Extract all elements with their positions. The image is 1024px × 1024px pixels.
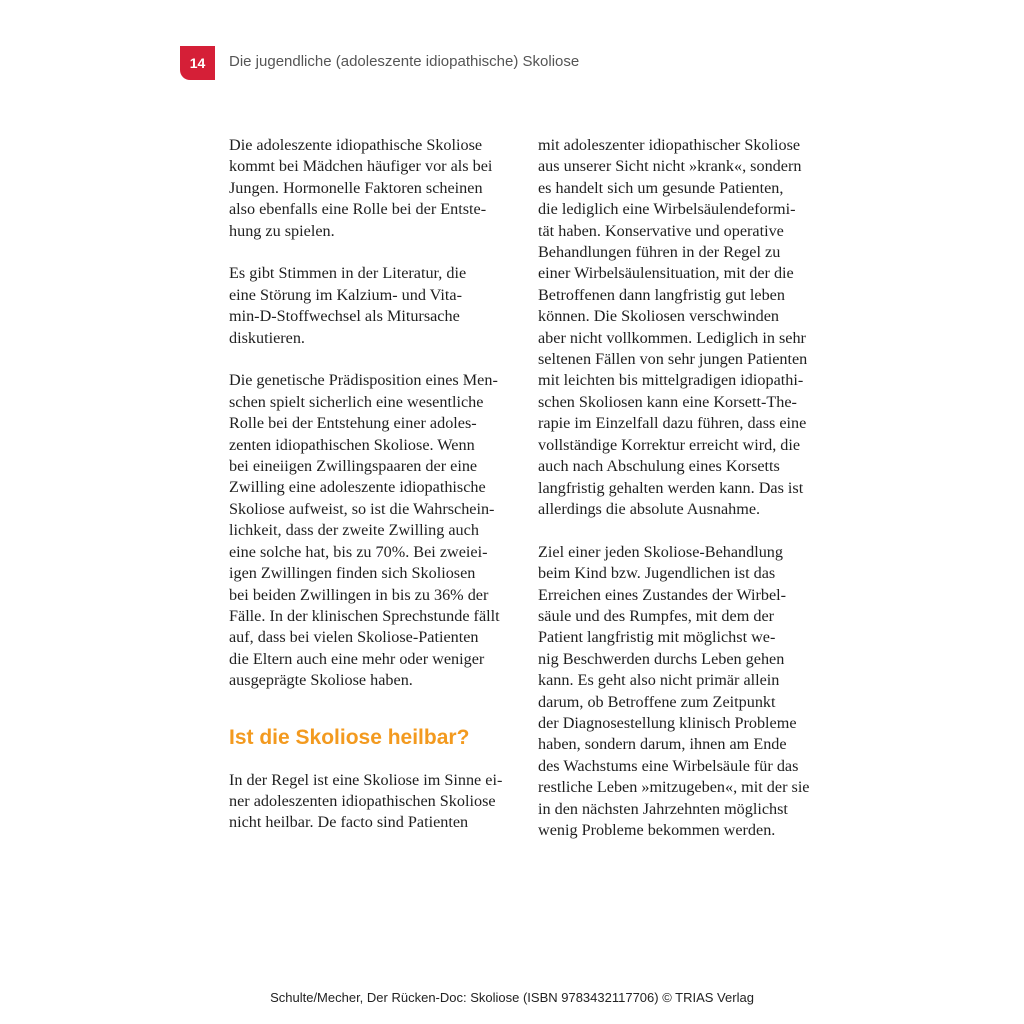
- text-line: rapie im Einzelfall dazu führen, dass eine: [538, 414, 807, 433]
- text-line: die lediglich eine Wirbelsäulendeformi-: [538, 200, 796, 219]
- text-line: in den nächsten Jahrzehnten möglichst: [538, 799, 788, 818]
- text-line: kommt bei Mädchen häufiger vor als bei: [229, 157, 493, 176]
- text-line: hung zu spielen.: [229, 221, 335, 240]
- text-line: der Diagnosestellung klinisch Probleme: [538, 713, 797, 732]
- text-line: können. Die Skoliosen verschwinden: [538, 307, 779, 326]
- text-line: Die adoleszente idiopathische Skoliose: [229, 136, 483, 154]
- right-column: [538, 135, 838, 863]
- text-line: tät haben. Konservative und operative: [538, 221, 784, 240]
- text-line: mit adoleszenter idiopathischer Skoliose: [538, 136, 801, 154]
- section-heading: Ist die Skoliose heilbar?: [229, 725, 470, 749]
- text-line: igen Zwillingen finden sich Skoliosen: [229, 564, 476, 583]
- text-line: langfristig gehalten werden kann. Das ist: [538, 478, 804, 497]
- text-line: Betroffenen dann langfristig gut leben: [538, 285, 785, 304]
- text-line: Zwilling eine adoleszente idiopathische: [229, 478, 486, 497]
- text-line: nicht heilbar. De facto sind Patienten: [229, 813, 469, 832]
- text-line: wenig Probleme bekommen werden.: [538, 820, 776, 839]
- text-line: aber nicht vollkommen. Lediglich in sehr: [538, 328, 806, 347]
- text-line: Die genetische Prädisposition eines Men-: [229, 371, 498, 390]
- text-line: auf, dass bei vielen Skoliose-Patienten: [229, 628, 479, 647]
- paragraph: [229, 770, 529, 834]
- text-line: ausgeprägte Skoliose haben.: [229, 671, 413, 690]
- text-line: beim Kind bzw. Jugendlichen ist das: [538, 564, 776, 583]
- text-line: nig Beschwerden durchs Leben gehen: [538, 649, 785, 668]
- text-line: schen spielt sicherlich eine wesentliche: [229, 392, 484, 411]
- text-line: Behandlungen führen in der Regel zu: [538, 243, 781, 262]
- text-line: des Wachstums eine Wirbelsäule für das: [538, 756, 799, 775]
- text-line: Jungen. Hormonelle Faktoren scheinen: [229, 178, 483, 197]
- text-line: Erreichen eines Zustandes der Wirbel-: [538, 585, 787, 604]
- text-line: min-D-Stoffwechsel als Mitursache: [229, 307, 460, 326]
- text-line: mit leichten bis mittelgradigen idiopathi-: [538, 371, 804, 390]
- text-line: vollständige Korrektur erreicht wird, die: [538, 435, 801, 454]
- text-line: restliche Leben »mitzugeben«, mit der sie: [538, 778, 810, 797]
- text-line: In der Regel ist eine Skoliose im Sinne ei-: [229, 770, 503, 789]
- text-line: aus unserer Sicht nicht »krank«, sondern: [538, 157, 802, 176]
- text-line: Ziel einer jeden Skoliose-Behandlung: [538, 542, 783, 561]
- text-line: schen Skoliosen kann eine Korsett-The-: [538, 392, 797, 411]
- running-header: Die jugendliche (adoleszente idiopathische) Skoliose: [229, 53, 580, 70]
- text-line: säule und des Rumpfes, mit dem der: [538, 606, 775, 625]
- paragraph: [229, 263, 529, 349]
- text-line: Patient langfristig mit möglichst we-: [538, 628, 776, 647]
- paragraph: [538, 135, 838, 520]
- text-line: bei beiden Zwillingen in bis zu 36% der: [229, 585, 489, 604]
- text-line: kann. Es geht also nicht primär allein: [538, 671, 780, 690]
- text-line: eine Störung im Kalzium- und Vita-: [229, 285, 462, 304]
- footer-credit: Schulte/Mecher, Der Rücken-Doc: Skoliose (ISBN 9783432117706) © TRIAS Verlag: [270, 990, 754, 1005]
- page-number: 14: [189, 55, 206, 71]
- text-line: auch nach Abschulung eines Korsetts: [538, 457, 780, 476]
- text-line: Skoliose aufweist, so ist die Wahrschein-: [229, 499, 495, 518]
- text-line: diskutieren.: [229, 328, 305, 347]
- text-line: es handelt sich um gesunde Patienten,: [538, 178, 784, 197]
- paragraph: [538, 542, 838, 842]
- text-line: Es gibt Stimmen in der Literatur, die: [229, 264, 467, 283]
- paragraph: [229, 135, 529, 242]
- text-line: also ebenfalls eine Rolle bei der Entste-: [229, 200, 487, 219]
- text-line: bei eineiigen Zwillingspaaren der eine: [229, 457, 478, 476]
- page-number-badge: [180, 46, 215, 80]
- text-line: zenten idiopathischen Skoliose. Wenn: [229, 435, 475, 454]
- text-line: allerdings die absolute Ausnahme.: [538, 499, 761, 518]
- text-line: Rolle bei der Entstehung einer adoles-: [229, 414, 477, 433]
- text-line: seltenen Fällen von sehr jungen Patienten: [538, 350, 808, 369]
- text-line: eine solche hat, bis zu 70%. Bei zweiei-: [229, 542, 488, 561]
- text-line: ner adoleszenten idiopathischen Skoliose: [229, 791, 496, 810]
- text-line: darum, ob Betroffene zum Zeitpunkt: [538, 692, 776, 711]
- text-line: Fälle. In der klinischen Sprechstunde fällt: [229, 606, 500, 625]
- paragraph: [229, 370, 529, 691]
- text-line: die Eltern auch eine mehr oder weniger: [229, 649, 485, 668]
- text-line: haben, sondern darum, ihnen am Ende: [538, 735, 787, 754]
- text-line: einer Wirbelsäulensituation, mit der die: [538, 264, 794, 283]
- left-column: [229, 135, 529, 855]
- text-line: lichkeit, dass der zweite Zwilling auch: [229, 521, 479, 540]
